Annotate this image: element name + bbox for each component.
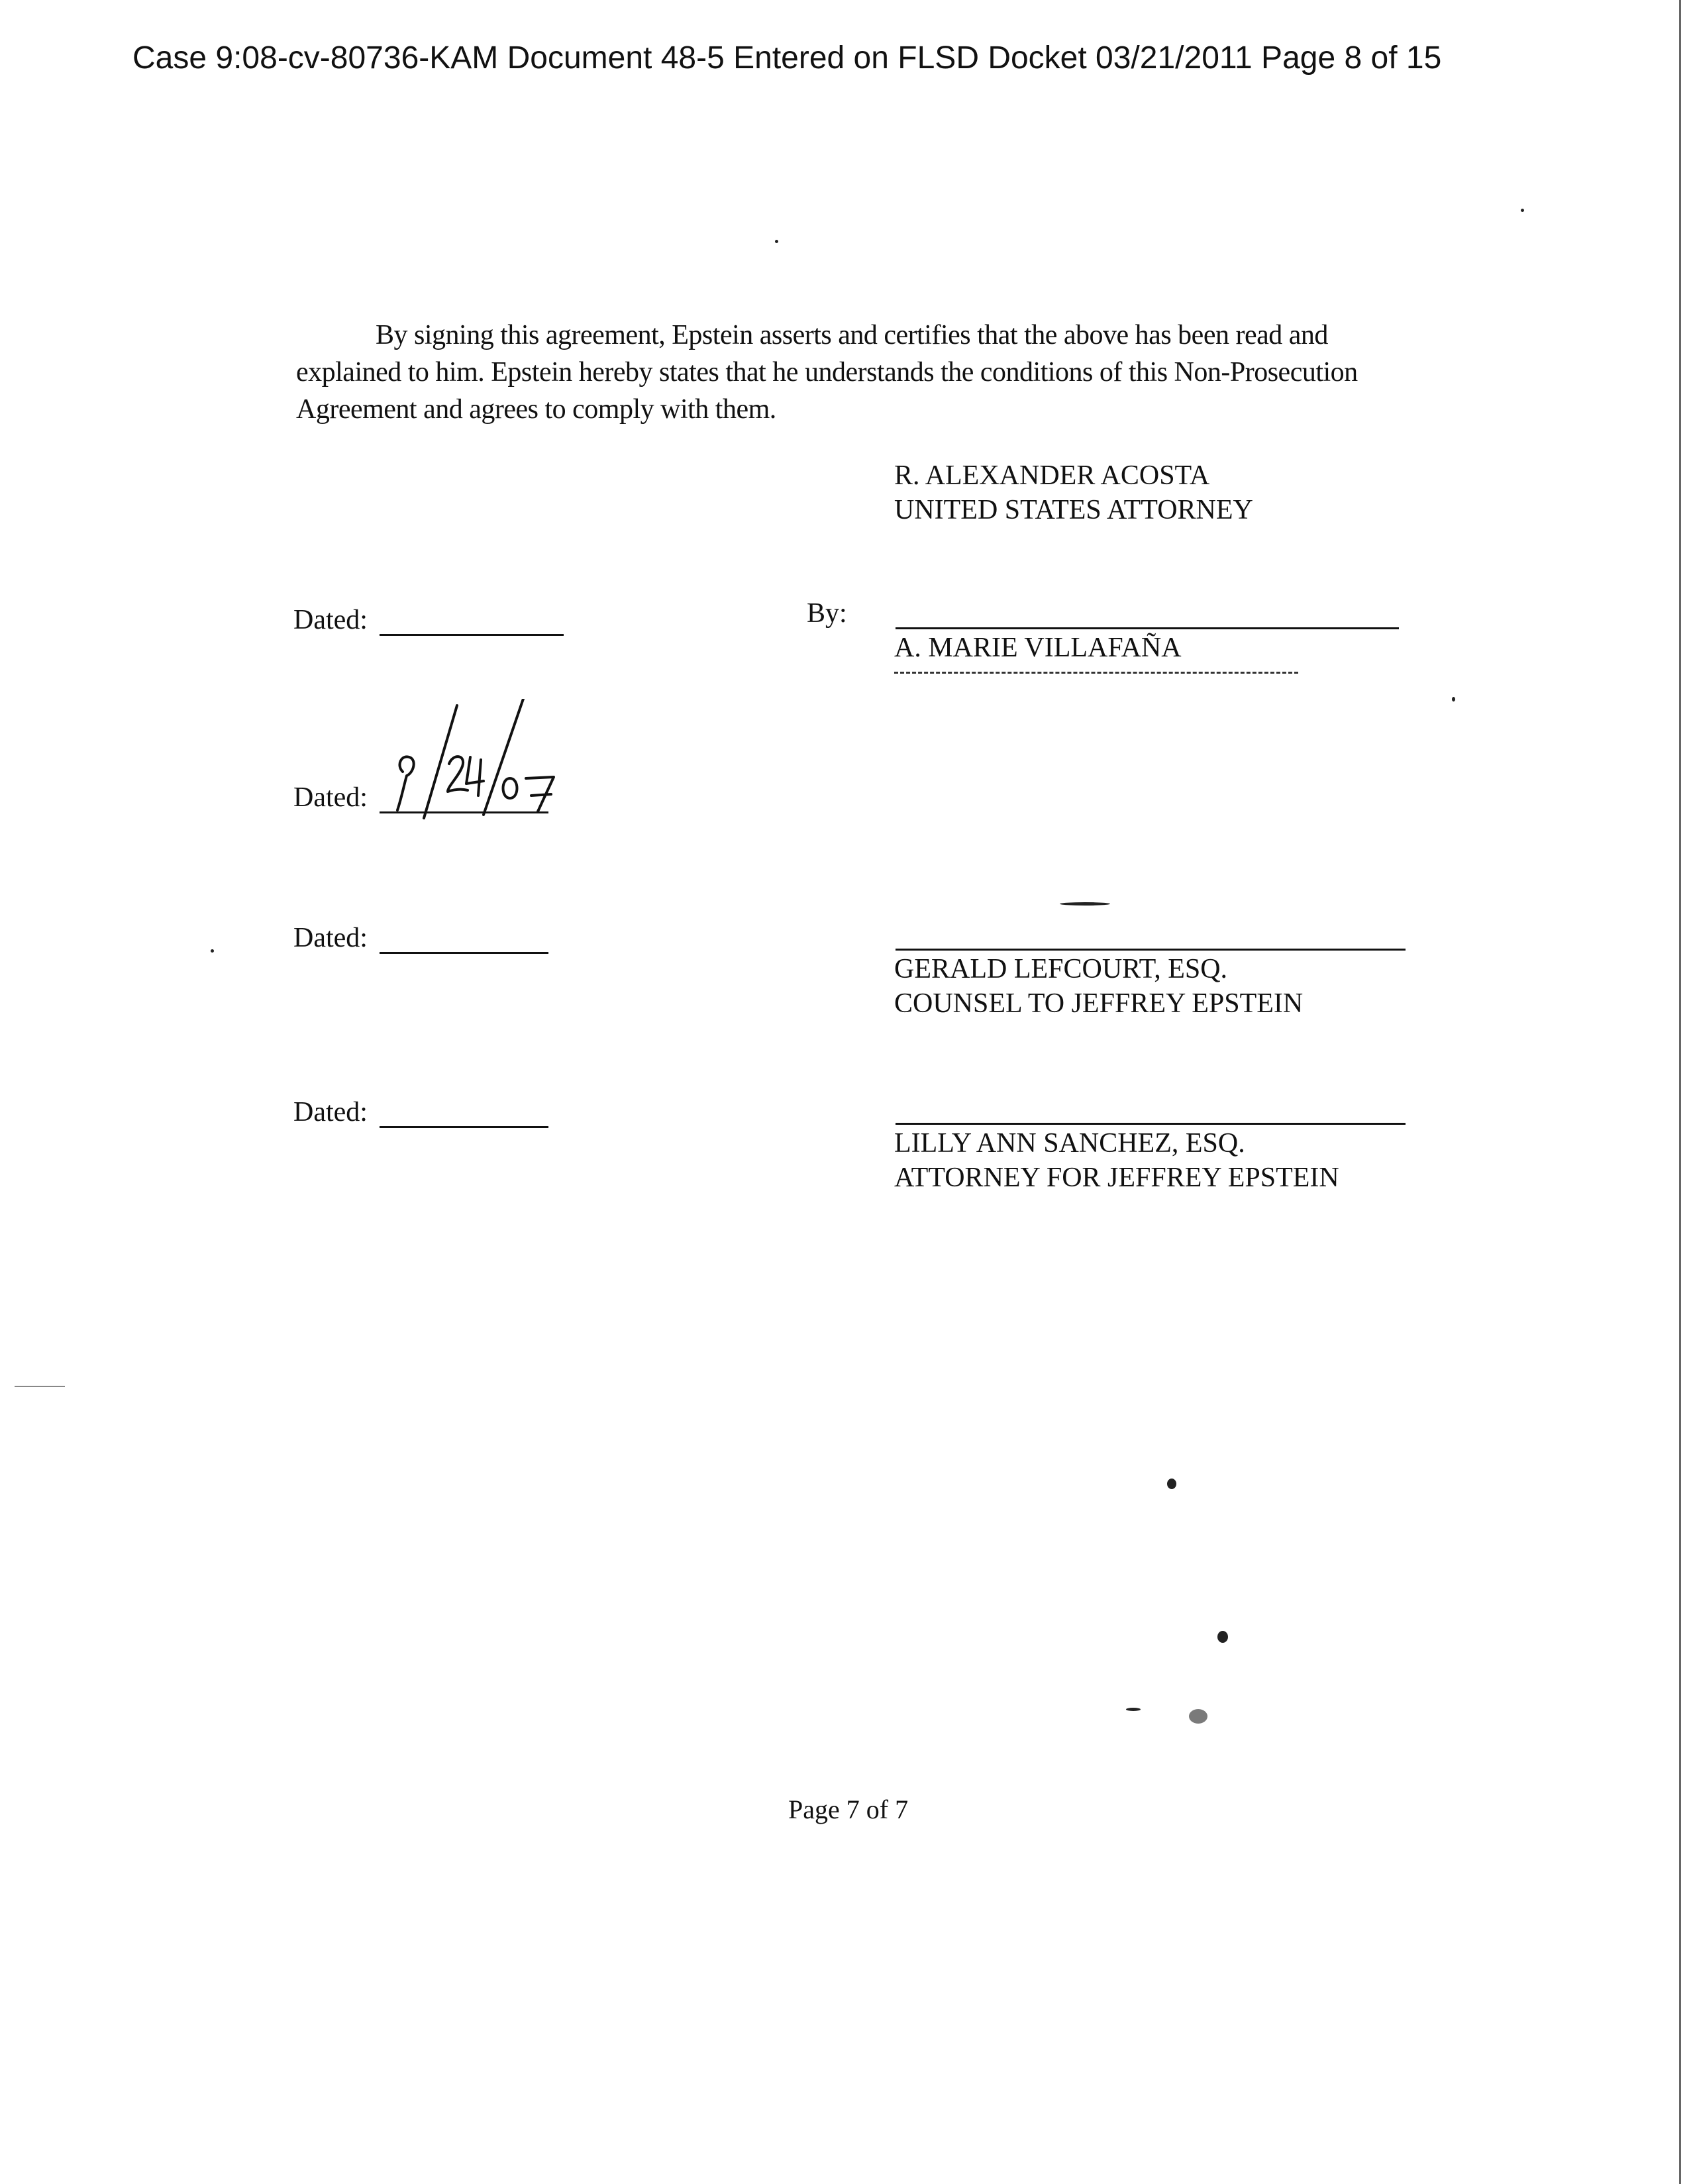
date-blank-3[interactable] [380, 925, 548, 954]
dated-row-3 [293, 922, 548, 954]
scan-artifact [1189, 1709, 1207, 1724]
counsel-2-title: ATTORNEY FOR JEFFREY EPSTEIN [894, 1163, 1339, 1193]
dated-label: Dated: [293, 782, 368, 813]
scan-artifact [1452, 697, 1455, 702]
dated-label: Dated: [293, 1097, 368, 1127]
page-number-footer: Page 7 of 7 [788, 1794, 909, 1824]
ausa-title-cutoff [894, 669, 1298, 674]
by-label: By: [807, 598, 847, 629]
signature-stroke-fragment [1060, 902, 1110, 906]
dated-label: Dated: [293, 605, 368, 635]
date-blank-4[interactable] [380, 1100, 548, 1128]
counsel-1-name: GERALD LEFCOURT, ESQ. [894, 954, 1228, 984]
us-attorney-title: UNITED STATES ATTORNEY [894, 495, 1253, 525]
certification-paragraph: By signing this agreement, Epstein asserts and certifies that the above has been read and explained to him. Epstein hereby states that he understands the conditions of this Non-Prosecution Agreement and agrees to comply with them. [296, 320, 1358, 425]
counsel-2-name: LILLY ANN SANCHEZ, ESQ. [894, 1128, 1245, 1159]
dated-row-4 [293, 1096, 548, 1128]
scan-artifact [1217, 1631, 1228, 1643]
date-blank-1[interactable] [380, 607, 564, 636]
court-filing-header: Case 9:08-cv-80736-KAM Document 48-5 Entered on FLSD Docket 03/21/2011 Page 8 of 15 [132, 40, 1442, 76]
scan-artifact [15, 1386, 65, 1387]
us-attorney-name: R. ALEXANDER ACOSTA [894, 460, 1210, 491]
scan-artifact [1126, 1708, 1141, 1711]
ausa-name: A. MARIE VILLAFAÑA [894, 633, 1182, 663]
scan-artifact [1167, 1479, 1176, 1489]
dated-row-1 [293, 604, 564, 636]
scan-artifact [211, 949, 214, 953]
scan-artifact [775, 240, 778, 243]
dated-label: Dated: [293, 923, 368, 953]
scan-page-edge [1679, 0, 1681, 2184]
counsel-1-title: COUNSEL TO JEFFREY EPSTEIN [894, 988, 1304, 1019]
handwritten-date [384, 699, 570, 825]
scan-artifact [1521, 209, 1524, 212]
